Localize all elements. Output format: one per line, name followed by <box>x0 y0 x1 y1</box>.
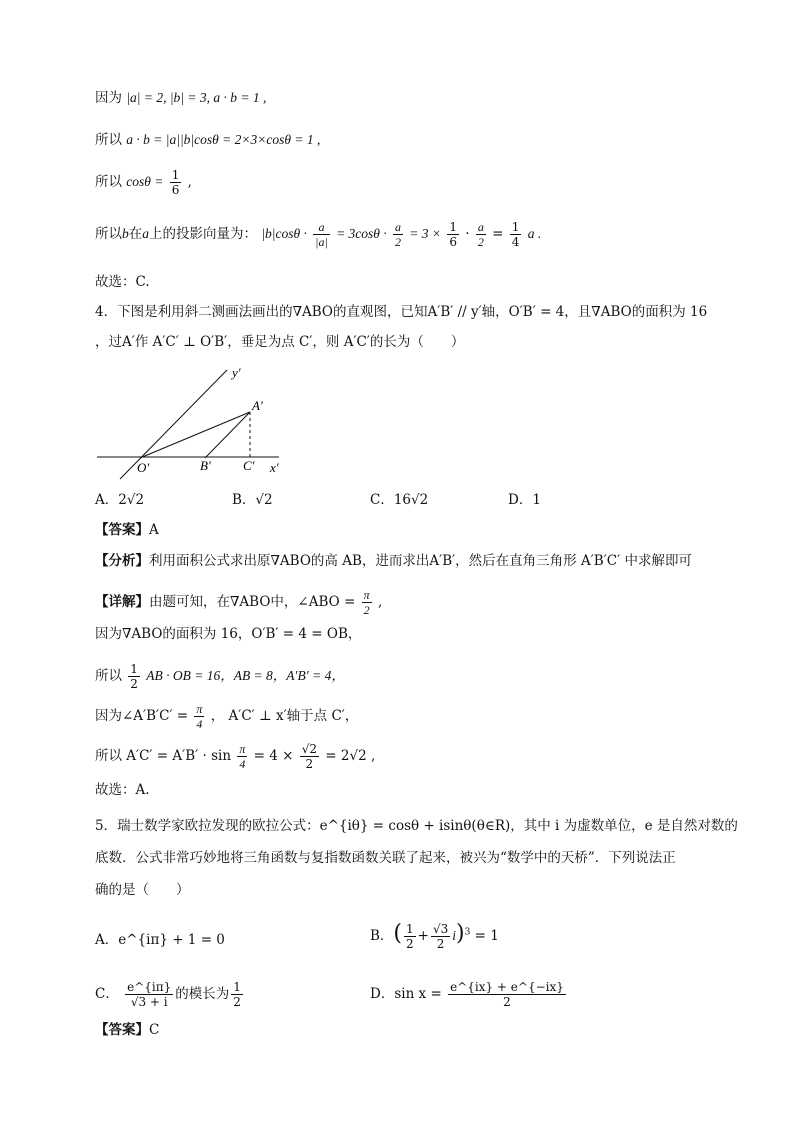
analysis-tag: 【分析】 <box>95 553 149 569</box>
fraction <box>447 220 459 249</box>
analysis-text: 利用面积公式求出原∇ABO的高 AB，进而求出A′B′，然后在直角三角形 A′B′C′ 中求解即可 <box>149 553 692 569</box>
denominator: 2 <box>394 235 401 249</box>
answer-tag: 【答案】 <box>95 1022 149 1038</box>
label-C: C′ <box>243 458 255 473</box>
text-pre: 所以 <box>95 132 122 148</box>
numerator: a <box>477 220 484 234</box>
text: 上的投影向量为： <box>149 226 257 242</box>
q4-option-b: B．√2 <box>232 492 273 508</box>
denominator: 6 <box>449 235 457 249</box>
text: = 4 × <box>253 748 294 764</box>
fraction <box>237 742 247 771</box>
denominator: 2 <box>130 677 138 691</box>
denominator: 2 <box>233 995 241 1009</box>
q4-choose-a: 故选：A. <box>95 782 150 798</box>
fraction <box>128 662 140 691</box>
option-label: B． <box>370 928 394 944</box>
denominator: 2 <box>363 603 370 617</box>
q5-option-d <box>370 980 568 1009</box>
text: 在 <box>128 226 143 242</box>
formula: = <box>492 226 504 242</box>
numerator: 1 <box>449 220 457 234</box>
text: 的模长为 <box>175 986 230 1002</box>
paren: ( <box>393 921 403 946</box>
text-pre: 所以 <box>95 174 122 190</box>
q4-step2 <box>95 662 345 691</box>
q4-line1: 4．下图是利用斜二测画法画出的∇ABO的直观图，已知A′B′ // y′轴，O′B′ = 4，且∇ABO的面积为 16 <box>95 304 708 320</box>
numerator: π <box>239 742 246 756</box>
text: = 1 <box>474 928 499 944</box>
numerator: 1 <box>171 168 180 182</box>
formula: a · b = |a||b|cosθ = 2×3×cosθ = 1 , <box>126 132 321 147</box>
q4-option-a: A．2√2 <box>95 492 145 508</box>
option-label: C． <box>95 986 119 1002</box>
formula: a . <box>527 226 542 241</box>
denominator: √3 + i <box>130 995 168 1009</box>
line-cos <box>95 168 192 197</box>
q5-option-b: B．( $\frac{1}{2}$ + $\frac{√3}{2}$ i)$^3$ = 1 <box>370 921 499 951</box>
numerator: 1 <box>511 220 520 234</box>
q4-detail <box>95 588 382 617</box>
line-given <box>95 88 266 108</box>
fraction <box>170 168 182 197</box>
fraction <box>125 980 173 1009</box>
answer-tag: 【答案】 <box>95 522 149 538</box>
formula: cosθ = <box>126 174 164 189</box>
fraction <box>313 220 330 249</box>
q4-answer <box>95 520 159 540</box>
numerator: e^{iπ} <box>127 980 172 994</box>
denominator: 4 <box>511 235 520 249</box>
formula: = 3cosθ · <box>336 226 387 241</box>
denominator: 2 <box>436 937 445 951</box>
answer-text: C <box>149 1022 160 1038</box>
denominator: 4 <box>196 717 203 731</box>
q5-line3: 确的是（ ） <box>95 882 190 898</box>
q4-step1: 因为∇ABO的面积为 16，O′B′ = 4 = OB， <box>95 626 362 642</box>
paren: ) <box>456 921 465 946</box>
fraction <box>393 220 403 249</box>
oblique-figure <box>95 362 295 482</box>
line-projection <box>95 220 541 249</box>
text: 由题可知，在∇ABO中，∠ABO = <box>149 594 356 610</box>
q4-line2: ，过A′作 A′C′ ⊥ O′B′，垂足为点 C′，则 A′C′的长为（ ） <box>95 334 465 350</box>
numerator: a <box>313 220 330 235</box>
q4-option-c: C．16√2 <box>370 492 429 508</box>
fraction <box>194 702 204 731</box>
numerator: 1 <box>406 922 414 936</box>
label-A: A′ <box>252 398 263 413</box>
numerator: a <box>394 220 401 234</box>
label-y: y′ <box>232 365 241 380</box>
numerator: 1 <box>233 980 241 994</box>
label-x: x′ <box>270 460 279 475</box>
q5-option-c <box>95 980 245 1009</box>
formula: |b|cosθ · <box>261 226 307 241</box>
exponent: 3 <box>464 927 471 938</box>
q4-step4 <box>95 742 375 771</box>
text-pre: 因为 <box>95 90 122 106</box>
denominator: 2 <box>477 235 484 249</box>
numerator: √3 <box>432 922 449 936</box>
punct: , <box>377 594 383 610</box>
punct: , <box>187 174 192 190</box>
q5-line2: 底数．公式非常巧妙地将三角函数与复指数函数关联了起来，被兴为“数学中的天桥”．下列说法正 <box>95 850 676 866</box>
denominator: 6 <box>171 183 180 197</box>
q4-option-d: D．1 <box>508 492 541 508</box>
fraction <box>510 220 522 249</box>
vec-a: a <box>142 226 149 241</box>
formula: |a| = 2, |b| = 3, a · b = 1 , <box>126 90 267 105</box>
fraction <box>300 742 319 771</box>
fraction <box>476 220 486 249</box>
q5-line1: 5．瑞士数学家欧拉发现的欧拉公式：e^{iθ} = cosθ + isinθ(θ∈R)，其中 i 为虚数单位，e 是自然对数的 <box>95 818 738 834</box>
numerator: √2 <box>301 742 317 756</box>
denominator: 2 <box>305 757 314 771</box>
vec-b: b <box>122 226 129 241</box>
numerator: 1 <box>130 662 138 676</box>
detail-tag: 【详解】 <box>95 594 149 610</box>
fraction <box>231 980 243 1009</box>
fraction <box>404 922 416 951</box>
formula: · <box>465 226 470 242</box>
denominator: 2 <box>406 937 414 951</box>
numerator: e^{ix} + e^{−ix} <box>450 980 564 994</box>
q5-option-a: A．e^{iπ} + 1 = 0 <box>95 932 225 948</box>
segment-OA <box>140 412 250 458</box>
label-O: O′ <box>137 460 150 475</box>
line-choose-c: 故选：C. <box>95 274 150 290</box>
formula: AB · OB = 16，AB = 8，A′B′ = 4， <box>146 668 345 683</box>
fraction <box>431 922 450 951</box>
fraction <box>448 980 566 1009</box>
answer-text: A <box>149 522 159 538</box>
label-B: B′ <box>200 458 211 473</box>
text: 所以 <box>95 668 122 684</box>
denominator: 2 <box>503 995 511 1009</box>
q4-step3 <box>95 702 358 731</box>
text-pre: 所以 <box>95 226 122 242</box>
text: ， A′C′ ⊥ x′轴于点 C′， <box>210 708 359 724</box>
segment-BA <box>205 412 250 458</box>
text: = 2√2 , <box>325 748 376 764</box>
line-dot-product <box>95 130 320 150</box>
q4-analysis <box>95 551 692 571</box>
denominator: 4 <box>239 757 246 771</box>
text: 所以 A′C′ = A′B′ · sin <box>95 748 232 764</box>
numerator: π <box>196 702 203 716</box>
numerator: π <box>363 588 370 602</box>
text: D．sin x = <box>370 986 442 1002</box>
q5-answer <box>95 1020 159 1040</box>
text: 因为∠A′B′C′ = <box>95 708 189 724</box>
formula: = 3 × <box>409 226 442 241</box>
denominator: |a| <box>315 235 328 249</box>
fraction <box>362 588 372 617</box>
imag-unit: i <box>452 928 457 943</box>
